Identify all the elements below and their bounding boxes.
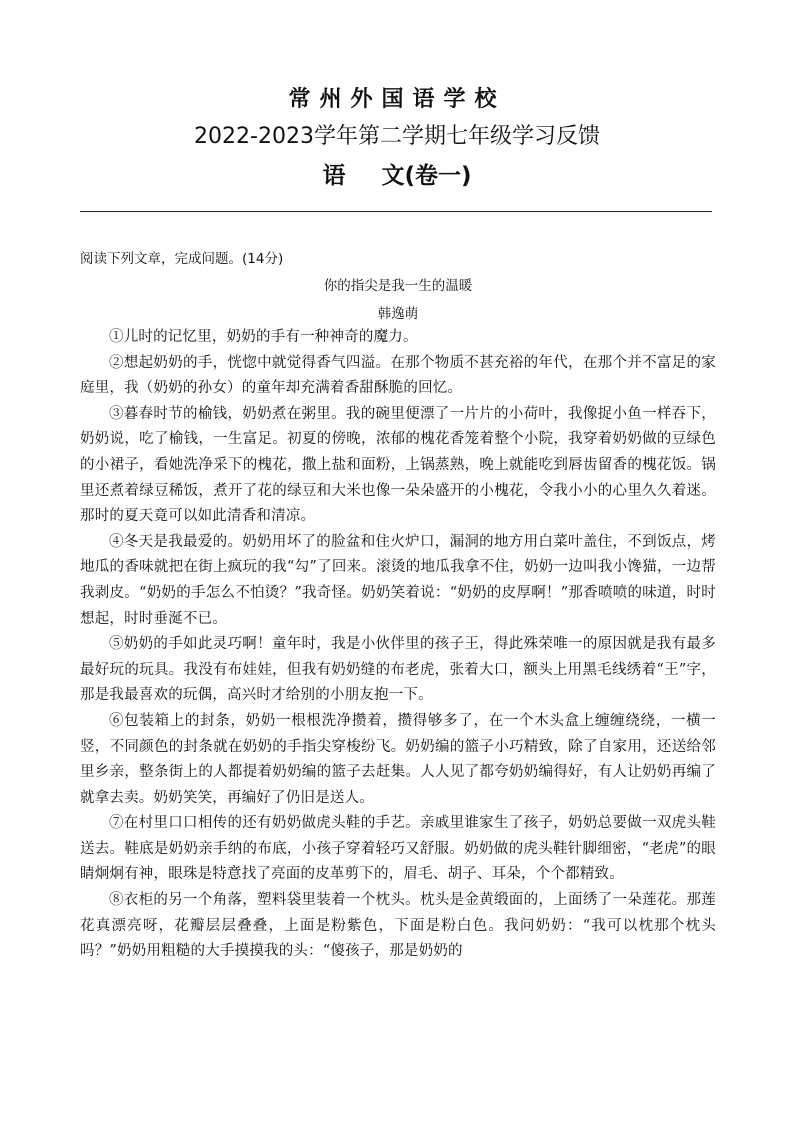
article-author: 韩逸萌 <box>377 306 419 322</box>
exam-term: 2022-2023学年第二学期七年级学习反馈 <box>194 124 600 149</box>
paragraph-6: ⑥包装箱上的封条，奶奶一根根洗净攒着，攒得够多了，在一个木头盒上缠缠绕绕，一横一竖，不同颜色的封条就在奶奶的手指尖穿梭纷飞。奶奶编的篮子小巧精致，除了自家用，还送给邻里乡亲，整条街上的人都提着奶奶编的篮子去赶集。人人见了都夸奶奶编得好，有人让奶奶再编了就拿去卖。奶奶笑笑，再编好了仍旧是送人。 <box>80 712 716 806</box>
article-title: 你的指尖是我一生的温暖 <box>323 278 473 294</box>
paragraph-4: ④冬天是我最爱的。奶奶用坏了的脸盆和住火炉口，漏洞的地方用白菜叶盖住，不到饭点，烤地瓜的香味就把在街上疯玩的我“勾”了回来。滚烫的地瓜我拿不住，奶奶一边叫我小馋猫，一边帮我剥皮。“奶奶的手怎么不怕烫？”我奇怪。奶奶笑着说：“奶奶的皮厚啊！”那香喷喷的味道，时时想起，时时垂涎不已。 <box>80 533 716 627</box>
school-name: 常州外国语学校 <box>288 87 506 112</box>
paragraph-7: ⑦在村里口口相传的还有奶奶做虎头鞋的手艺。亲戚里谁家生了孩子，奶奶总要做一双虎头鞋送去。鞋底是奶奶亲手纳的布底，小孩子穿着轻巧又舒服。奶奶做的虎头鞋针脚细密，“老虎”的眼睛炯炯有神，眼珠是特意找了亮面的皮革剪下的，眉毛、胡子、耳朵，个个都精致。 <box>80 815 716 883</box>
reading-section <box>80 248 716 965</box>
paragraph-2: ②想起奶奶的手，恍惚中就觉得香气四溢。在那个物质不甚充裕的年代，在那个并不富足的家庭里，我（奶奶的孙女）的童年却充满着香甜酥脆的回忆。 <box>80 354 716 397</box>
paragraph-8: ⑧衣柜的另一个角落，塑料袋里装着一个枕头。枕头是金黄缎面的，上面绣了一朵莲花。那莲花真漂亮呀，花瓣层层叠叠，上面是粉紫色，下面是粉白色。我问奶奶：“我可以枕那个枕头吗？”奶奶用粗糙的大手摸摸我的头：“傻孩子，那是奶奶的 <box>80 892 716 960</box>
header-divider <box>80 211 712 212</box>
subject-part-b: 文(卷一) <box>381 163 472 189</box>
document-header <box>0 82 794 196</box>
paragraph-3: ③暮春时节的榆钱，奶奶煮在粥里。我的碗里便漂了一片片的小荷叶，我像捉小鱼一样吞下，奶奶说，吃了榆钱，一生富足。初夏的傍晚，浓郁的槐花香笼着整个小院，我穿着奶奶做的豆绿色的小裙子，看她洗净采下的槐花，撒上盐和面粉，上锅蒸熟，晚上就能吃到唇齿留香的槐花饭。锅里还煮着绿豆稀饭，煮开了花的绿豆和大米也像一朵朵盛开的小槐花，令我小小的心里久久着迷。那时的夏天竟可以如此清香和清凉。 <box>80 405 716 525</box>
paragraph-1: ①儿时的记忆里，奶奶的手有一种神奇的魔力。 <box>109 329 418 345</box>
exam-subject <box>0 156 794 196</box>
question-prompt: 阅读下列文章，完成问题。(14分) <box>80 251 284 267</box>
subject-part-a: 语 <box>322 163 346 189</box>
paragraph-5: ⑤奶奶的手如此灵巧啊！童年时，我是小伙伴里的孩子王，得此殊荣唯一的原因就是我有最多最好玩的玩具。我没有布娃娃，但我有奶奶缝的布老虎，张着大口，额头上用黑毛线绣着“王”字，那是我最喜欢的玩偶，高兴时才给别的小朋友抱一下。 <box>80 636 716 704</box>
